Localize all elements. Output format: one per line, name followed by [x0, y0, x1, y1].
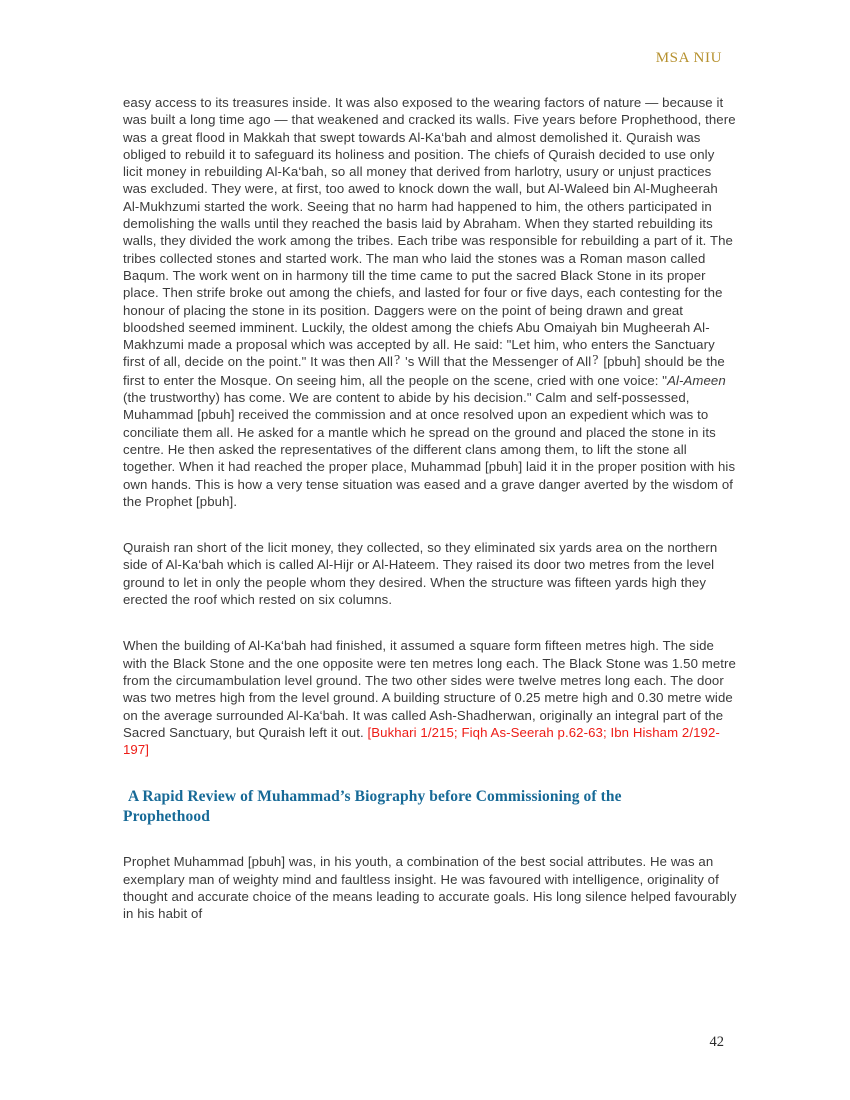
paragraph-biography-review: Prophet Muhammad [pbuh] was, in his youth, a combination of the best social attributes. He was an exemplary man of weighty mind and faultless insight. He was favoured with intelligence, originality of thought and accurate choice of the means leading to accurate goals. His long silence helped favourably in his habit of	[123, 854, 737, 922]
citation-reference: [Bukhari 1/215; Fiqh As-Seerah p.62-63; Ibn Hisham 2/192-197]	[123, 724, 720, 758]
page-number: 42	[709, 1034, 724, 1050]
paragraph-kabah-dimensions	[123, 637, 737, 758]
page-body	[123, 94, 737, 952]
italic-term-al-ameen: Al-Ameen	[667, 372, 726, 388]
paragraph-kabah-rebuilding	[123, 94, 737, 510]
paragraph-text: (the trustworthy) has come. We are content to abide by his decision." Calm and self-possessed, Muhammad [pbuh] received the commission and at once resolved upon an expedient which was to conciliate them all. He asked for a mantle which he spread on the ground and placed the stone in its centre. He then asked the representatives of the different clans among them, to lift the stone all together. When it had reached the proper place, Muhammad [pbuh] laid it in the proper position with his own hands. This is how a very tense situation was eased and a grave danger averted by the wisdom of the Prophet [pbuh].	[123, 390, 736, 509]
paragraph-text: 's Will that the Messenger of All	[401, 354, 592, 370]
paragraph-text: easy access to its treasures inside. It was also exposed to the wearing factors of nature — because it was built a long time ago — that weakened and cracked its walls. Five years before Prophethood, there was a great flood in Makkah that swept towards Al-Ka‘bah and almost demolished it. Quraish was obliged to rebuild it to safeguard its holiness and position. The chiefs of Quraish decided to use only licit money in rebuilding Al-Ka‘bah, so all money that derived from harlotry, usury or unjust practices was excluded. They were, at first, too awed to knock down the wall, but Al-Waleed bin Al-Mugheerah Al-Mukhzumi started the work. Seeing that no harm had happened to him, the others participated in demolishing the walls until they reached the basis laid by Abraham. When they started rebuilding its walls, they divided the work among the tribes. Each tribe was responsible for rebuilding a part of it. The tribes collected stones and started work. The man who laid the stones was a Roman mason called Baqum. The work went on in harmony till the time came to put the sacred Black Stone in its proper place. Then strife broke out among the chiefs, and lasted for four or five days, each contesting for the honour of placing the stone in its position. Daggers were on the point of being drawn and great bloodshed seemed imminent. Luckily, the oldest among the chiefs Abu Omaiyah bin Mugheerah Al-Makhzumi made a proposal which was accepted by all. He said: "Let him, who enters the Sanctuary first of all, decide on the point." It was then All	[123, 95, 736, 370]
paragraph-hijr-hateem: Quraish ran short of the licit money, they collected, so they eliminated six yards area on the northern side of Al-Ka‘bah which is called Al-Hijr or Al-Hateem. They raised its door two metres from the level ground to let in only the people whom they desired. When the structure was fifteen yards high they erected the roof which rested on six columns.	[123, 540, 718, 608]
missing-glyph-allah: ?	[394, 353, 401, 369]
paragraph-text: [pbuh] should be the first to enter the Mosque. On seeing him, all the people on the scene, cried with one voice: "	[123, 354, 725, 388]
section-heading: A Rapid Review of Muhammad’s Biography before Commissioning of the Prophethood	[123, 788, 622, 826]
header-text: MSA NIU	[655, 50, 722, 66]
missing-glyph-allah: ?	[592, 353, 599, 369]
paragraph-text: When the building of Al-Ka‘bah had finished, it assumed a square form fifteen metres high. The side with the Black Stone and the one opposite were ten metres long each. The Black Stone was 1.50 metre from the circumambulation level ground. The two other sides were twelve metres long each. The door was two metres high from the level ground. A building structure of 0.25 metre high and 0.30 metre wide on the average surrounded Al-Ka‘bah. It was called Ash-Shadherwan, originally an integral part of the Sacred Sanctuary, but Quraish left it out.	[123, 638, 736, 740]
